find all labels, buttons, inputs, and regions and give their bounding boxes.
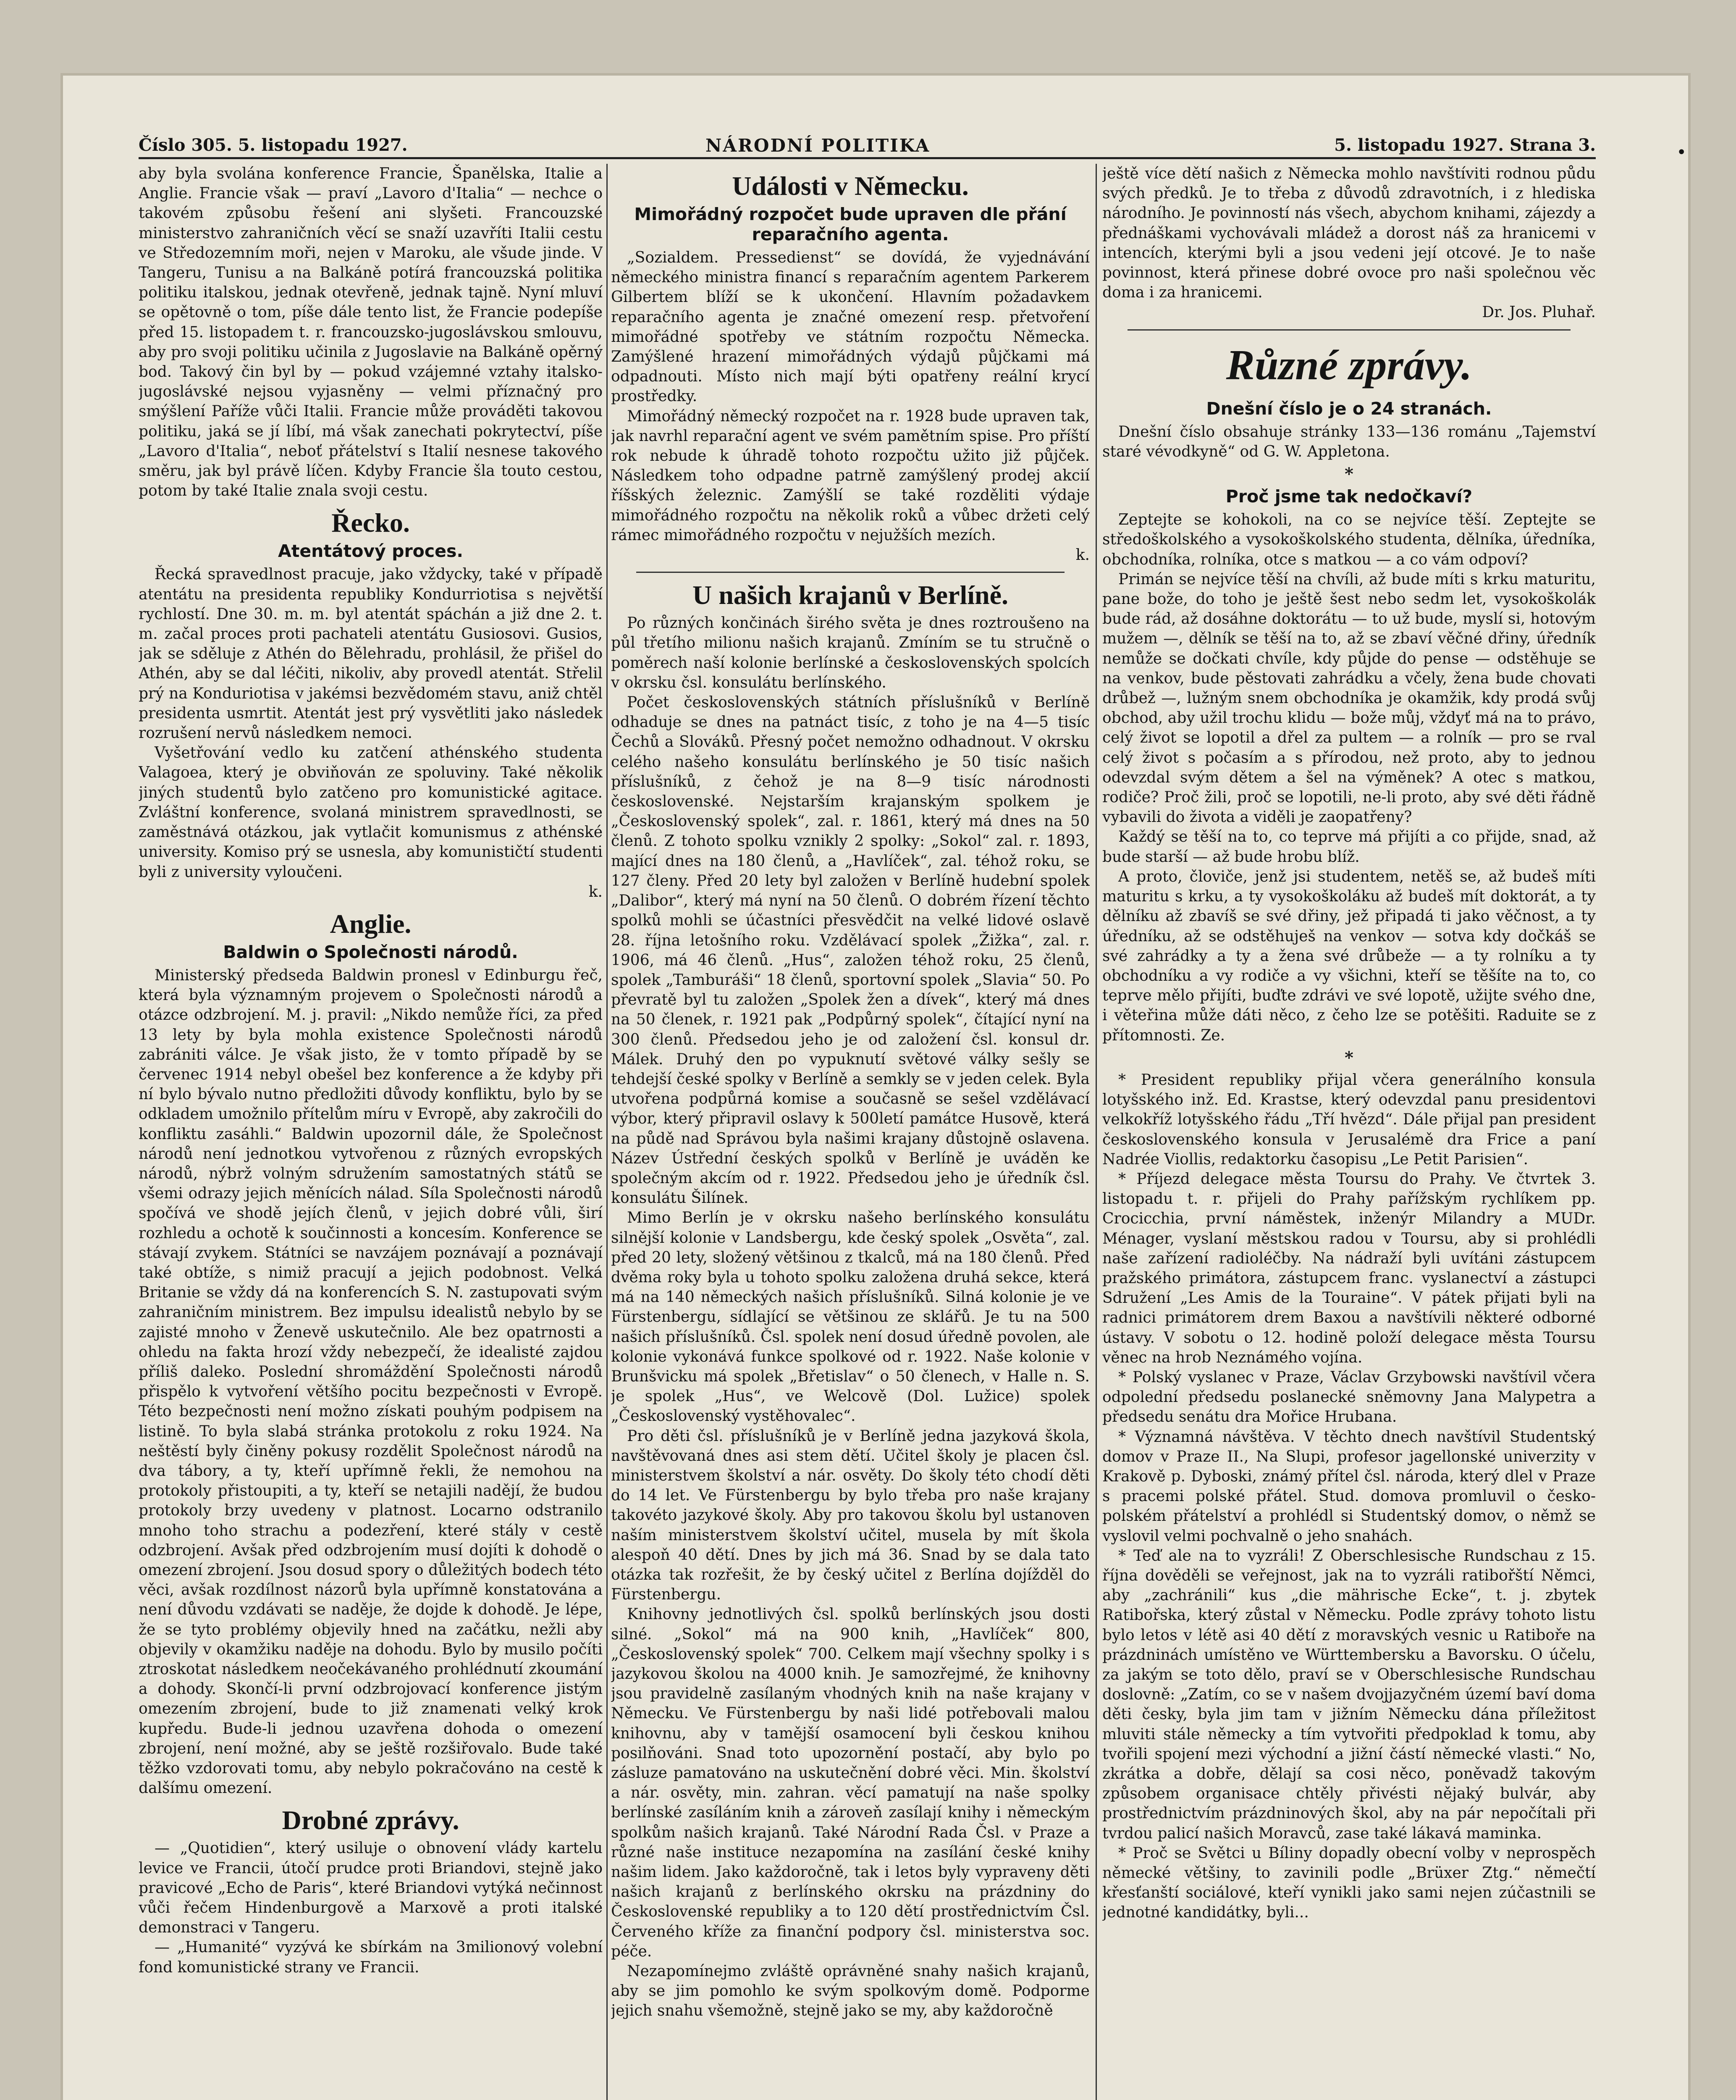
paragraph: Nezapomínejmo zvláště oprávněné snahy našich krajanů, aby se jim pomohlo ke svým spolkovým domě. Podporme jejich snahu všemožně, stejně jako se my, aby každoročně: [611, 1963, 1090, 2020]
section-heading: Drobné zprávy.: [282, 1805, 459, 1835]
paragraph: Dnešní číslo obsahuje stránky 133—136 románu „Tajemství staré vévodkyně“ od G. W. Appletona.: [1102, 423, 1596, 460]
issue-number: Číslo 305. 5. listopadu 1927.: [139, 135, 408, 155]
article-divider: [1128, 329, 1571, 331]
article-headline: Baldwin o Společnosti národů.: [223, 942, 518, 962]
paragraph: — „Humanité“ vyzývá ke sbírkám na 3milionový volební fond komunistické strany ve Francii.: [139, 1939, 603, 1976]
margin-mark-icon: •: [1676, 143, 1686, 162]
paragraph: Mimořádný německý rozpočet na r. 1928 bude upraven tak, jak navrhl reparační agent ve svém pamětním spise. Pro příští rok nebude k úhradě tohoto rozpočtu užito již půjček. Následkem toho odpadne patrně zamýšlený prodej akcií říšských železnic. Zamýšlí se také rozděliti výdaje mimořádného rozpočtu na několik roků a vůbec držeti celý rámec mimořádného rozpočtu v nejužších mezích.: [611, 407, 1090, 544]
date-and-page: 5. listopadu 1927. Strana 3.: [1334, 135, 1596, 155]
column-2: [611, 164, 1090, 2100]
section-heading: Anglie.: [330, 908, 412, 939]
paragraph: Knihovny jednotlivých čsl. spolků berlínských jsou dosti silné. „Sokol“ má na 900 knih, „Havlíček“ 800, „Československý spolek“ 700. Celkem mají všechny spolky i s jazykovou školou na 4000 knih. Je samozřejmé, že knihovny jsou pravidelně zasílaným vhodných knih na naše krajany v Německu. Ve Fürstenbergu by naši lidé potřebovali malou knihovnu, aby v tamější osamocení byli českou knihou posilňováni. Snad toto upozornění postačí, aby bylo po zásluze pamatováno na uskutečnění dobré věci. Min. školství a nár. osvěty, min. zahran. věcí pamatují na naše spolky berlínské zasíláním knih a zároveň zasílají knihy i německým spolkům našich krajanů. Také Národní Rada Čsl. v Praze a různé naše instituce nezapomína na zasílání české knihy našim lidem. Jako každoročně, tak i letos byly vypraveny děti našich krajanů z berlínského okrsku na prázdniny do Československé republiky a to 120 dětí prostřednictvím Čsl. Červeného kříže za finanční podpory čsl. ministerstva soc. péče.: [611, 1606, 1090, 1960]
column-divider: [606, 164, 608, 2100]
article-headline: Proč jsme tak nedočkaví?: [1225, 486, 1473, 507]
column-3: [1102, 164, 1596, 2100]
paragraph: * Příjezd delegace města Toursu do Prahy. Ve čtvrtek 3. listopadu t. r. přijeli do Prahy pařížským rychlíkem pp. Crocicchia, první náměstek, inženýr Milandry a MUDr. Ménager, vyslaní městskou radou v Toursu, aby si prohlédli naše zařízení radioléčby. Na nádraží byli uvítáni zástupcem pražského primátora, zástupcem franc. vyslanectví a zástupci Sdružení „Les Amis de la Touraine“. V pátek přijati byli na radnici primátorem drem Baxou a navštívili některé odborné ústavy. V sobotu o 12. hodině položí delegace města Toursu věnec na hrob Neznámého vojína.: [1102, 1170, 1596, 1366]
newspaper-title: NÁRODNÍ POLITIKA: [705, 135, 931, 156]
author-signature: Dr. Jos. Pluhař.: [1482, 304, 1596, 321]
paragraph: — „Quotidien“, který usiluje o obnovení vlády kartelu levice ve Francii, útočí prudce proti Briandovi, stejně jako pravicové „Echo de Paris“, které Briandovi vytýká nečinnost vůči řečem Hindenburgově a Marxově a proti italské demonstraci v Tangeru.: [139, 1840, 603, 1937]
paragraph: * President republiky přijal včera generálního konsula lotyšského inž. Ed. Krastse, který odevzdal panu presidentovi velkokříž lotyšského řádu „Tří hvězd“. Dále přijal pan president československého konsula v Jerusalémě dra Frice a paní Nadrée Viollis, redaktorku časopisu „Le Petit Parisien“.: [1102, 1071, 1596, 1168]
separator-asterisk: *: [1345, 464, 1353, 484]
article-headline: Dnešní číslo je o 24 stranách.: [1206, 398, 1492, 419]
paragraph: Pro děti čsl. příslušníků je v Berlíně jedna jazyková škola, navštěvovaná dnes asi stem dětí. Učitel školy je placen čsl. ministerstvem školství a nár. osvěty. Do školy této chodí děti do 14 let. Ve Fürstenbergu by bylo třeba pro naše krajany takovéto jazykové školy. Aby pro takovou školu byl ustanoven naším ministerstvem školství učitel, musela by mít škola alespoň 40 dětí. Dnes by jich má 36. Snad by se dala tato otázka tak rozřešit, že by český učitel z Berlína dojížděl do Fürstenbergu.: [611, 1427, 1090, 1604]
article-headline: Atentátový proces.: [278, 541, 463, 562]
paragraph: Ministerský předseda Baldwin pronesl v Edinburgu řeč, která byla významným projevem o Společnosti národů a otázce odzbrojení. M. j. pravil: „Nikdo nemůže říci, za před 13 lety by byla mohla existence Společnosti národů zabrániti válce. Je však jisto, že v tomto případě by se červenec 1914 nebyl obešel bez konference a že kdyby při ní bylo bývalo nutno předložiti důvody konfliktu, bylo by se odkladem umožnilo přítelům míru v Evropě, aby zakročili do konfliktu zasáhli.“ Baldwin upozornil dále, že Společnost národů není jednotkou vytvořenou z různých evropských národů, nýbrž volným sdružením samostatných států se všemi odrazy jejich měnících nálad. Síla Společnosti národů spočívá ve shodě jejích členů, v jejich dobré vůli, širí rozhledu a ochotě k součinnosti a koncesím. Konference se stávají zvykem. Státníci se navzájem poznávají a poznávají také obtíže, s nimiž pracují a jejich podobnost. Velká Britanie se vždy dá na konferencích S. N. zastupovati svým zahraničním ministrem. Bez impulsu idealistů nebylo by se zajisté mnoho v Ženevě uskutečnilo. Ale bez opatrnosti a ohledu na fakta hrozí vždy nebezpečí, že idealisté zajdou příliš daleko. Poslední shromáždění Společnosti národů přispělo k vytvoření většího pocitu bezpečnosti v Evropě. Této bezpečnosti není možno získati pouhým podpisem na listině. To byla slabá stránka protokolu z roku 1924. Na neštěstí byly činěny pokusy rozdělit Společnost národů na dva tábory, a ty, kteří upřímně řekli, že nemohou na protokoly přistoupiti, a ty, kteří se netajili nadějí, že budou protokoly brzy uvedeny v platnost. Locarno odstranilo mnoho toho strachu a podezření, které stály v cestě odzbrojení. Avšak před odzbrojením musí dojíti k dohodě o omezení zbrojení. Jsou dosud spory o důležitých bodech této věci, avšak rozdílnost názorů byla upřímně konstatována a není důvodu vzdávati se naděje, že dojde k dohodě. Je lépe, že se tyto problémy objevily hned na začátku, nežli aby objevily v okamžiku naděje na dohodu. Bylo by musilo počíti ztroskotat následkem neočekávaného prohlédnutí zkoumání a dohody. Skončí-li první odzbrojovací konference jistým omezením zbrojení, bude to již znamenati velký krok kupředu. Bude-li jednou uzavřena dohoda o omezení zbrojení, není možné, aby se ještě rozšiřovalo. Bude také těžko vzdorovati tomu, aby nebylo pokračováno na cestě k dalšímu omezení.: [139, 966, 603, 1797]
section-heading: U našich krajanů v Berlíně.: [692, 580, 1009, 610]
paragraph: * Teď ale na to vyzráli! Z Oberschlesische Rundschau z 15. října dověděli se veřejnost, jak na to vyzráli ratibořští Němci, aby „zachránili“ kus „die mährische Ecke“, t. j. zbytek Ratibořska, který zůstal v Německu. Podle zprávy tohoto listu bylo letos v létě asi 40 dětí z moravských vesnic u Ratiboře na prázdninách umístěno ve Württembersku a Bavorsku. O účelu, za jakým se toto dělo, praví se v Oberschlesische Rundschau doslovně: „Zatím, co se v našem dvojjazyčném území baví doma děti česky, byla jim tam v jižním Německu dána příležitost mluviti stále německy a tím vytvořiti předpoklad k tomu, aby tvořili spojení mezi východní a jižní částí německé vlasti.“ No, zkrátka a dobře, dělají sa cosi něco, poněvadž takovým způsobem organisace chtěly přivésti nějaký bulvár, aby prostřednictvím prázdninových škol, aby na pár nepočítali při tvrdou palicí našich Moravců, zase také lákavá maminka.: [1102, 1547, 1596, 1842]
author-signature: k.: [588, 883, 603, 900]
paragraph: Primán se nejvíce těší na chvíli, až bude míti s krku maturitu, pane bože, do toho je ještě šest nebo sedm let, vysokoškolák bude rád, až dosáhne doktorátu — to už bude, myslí si, hotovým mužem —, dělník se těší na to, až se zbaví věčné dřiny, úředník nemůže se dočkati chvíle, kdy půjde do pense — odstěhuje se na venkov, bude pěstovati zahrádku a včely, žena bude chovati drůbež —, lužným snem obchodníka je okamžik, kdy prodá svůj obchod, aby užil trochu klidu — bože můj, vždyť má na to právo, celý život se lopotil a dřel za pultem — a rolník — pro se rval celý život s počasím a s přírodou, než proto, aby to jednou odevzdal svým dětem a šel na výměnek? A otec s matkou, rodiče? Proč žili, proč se lopotili, ne-li proto, aby své děti řádně vybavili do života a viděli je zaopatřeny?: [1102, 570, 1596, 826]
page-header: [139, 134, 1596, 159]
paragraph: aby byla svolána konference Francie, Španělska, Italie a Anglie. Francie však — praví „Lavoro d'Italia“ — nechce o takovém způsobu řešení ani slyšeti. Francouzské ministerstvo zahraničních věcí se snaží uzavříti Italii cestu ve Středozemním moři, nejen v Maroku, ale všude jinde. V Tangeru, Tunisu a na Balkáně potírá francouzská politika politiku italskou, jednak otevřeně, jednak tajně. Nyní mluví se opětovně o tom, píše dále tento list, že Francie podepíše před 15. listopadem t. r. francouzsko-jugoslávskou smlouvu, aby pro svoji politiku učinila z Jugoslavie na Balkáně opěrný bod. Takový čin byl by — pokud vzájemné vztahy italsko-jugoslávské nejsou vyjasněny — velmi příznačný pro smýšlení Paříže vůči Italii. Francie může prováděti takovou politiku, jaká se jí líbí, má však zanechati pokrytectví, píše „Lavoro d'Italia“, neboť přátelství s Italií nesnese takového směru, jak byl právě líčen. Kdyby Francie šla touto cestou, potom by také Italie znala svoji cestu.: [139, 165, 603, 500]
paragraph: ještě více dětí našich z Německa mohlo navštíviti rodnou půdu svých předků. Je to třeba z důvodů zdravotních, i z hlediska národního. Je povinností nás všech, abychom knihami, zájezdy a přednáškami vychovávali mládež a dorost náš za hranicemi v intencích, kterými byli a jsou vedeni její otcové. Je to naše povinnost, která přinese dobré ovoce pro naši společnou věc doma i za hranicemi.: [1102, 165, 1596, 302]
column-divider: [1096, 164, 1097, 2100]
column-1: [139, 164, 603, 2100]
separator-asterisk: *: [1345, 1047, 1353, 1068]
section-heading: Události v Německu.: [732, 171, 969, 201]
paragraph: Každý se těší na to, co teprve má přijíti a co přijde, snad, až bude starší — až bude hrobu blíž.: [1102, 828, 1596, 866]
paragraph: A proto, človiče, jenž jsi studentem, netěš se, až budeš míti maturitu s krku, a ty vysokoškoláku až budeš mít doktorát, a ty dělníku až zbavíš se své dřiny, jež připadá ti jako věčnost, a ty úředníku, až se odstěhuješ na venkov — sotva kdy dočkáš se své zahrádky a ty a žena své drůbeže — a ty rolníku a ty obchodníku a vy rodiče a vy všichni, kteří se těšíte na to, co teprve mělo přijíti, buďte zdrávi ve své lopotě, užijte svého dne, i věteřina může dáti něco, z čeho lze se potěšiti. Raduite se z přítomnosti. Ze.: [1102, 868, 1596, 1044]
article-divider: [636, 572, 1065, 573]
paragraph: Počet československých státních příslušníků v Berlíně odhaduje se dnes na patnáct tisíc, z toho je na 4—5 tisíc Čechů a Slováků. Přesný počet nemožno odhadnout. V okrsku celého našeho konsulátu berlínského je 50 tisíc našich příslušníků, z čehož je na 8—9 tisíc národnosti československé. Nejstarším krajanským spolkem je „Československý spolek“, zal. r. 1861, který má dnes na 50 členů. Z tohoto spolku vznikly 2 spolky: „Sokol“ zal. r. 1893, mající dnes na 180 členů, a „Havlíček“, zal. téhož roku, se 127 členy. Před 20 lety byl založen v Berlíně hudební spolek „Dalibor“, který má nyní na 50 členů. O dobrém řízení těchto spolků mohli se účastníci přesvědčit na velké lidové oslavě 28. října letošního roku. Vzdělávací spolek „Žižka“, zal. r. 1906, má 46 členů. „Hus“, založen téhož roku, 25 členů, spolek „Tamburáši“ 18 členů, sportovní spolek „Slavia“ 50. Po převratě byl tu založen „Spolek žen a dívek“, který má dnes na 50 členek, r. 1921 pak „Podpůrný spolek“, čítající nyní na 300 členů. Předsedou jeho je od založení čsl. konsul dr. Málek. Druhý den po vypuknutí světové války sešly se tehdejší české spolky v Berlíně a semkly se v jeden celek. Byla utvořena podpůrná komise a současně se sešel vzdělávací výbor, který připravil oslavy k 500letí památce Husově, která na půdě nad Správou byla našimi krajany důstojně oslavena. Název Ústřední českých spolků v Berlíně je uváděn ke společným akcím od r. 1922. Předsedou jeho je úředník čsl. konsulátu Šilínek.: [611, 694, 1090, 1207]
author-signature: k.: [1075, 546, 1090, 564]
paragraph: Vyšetřování vedlo ku zatčení athénského studenta Valagoea, který je obviňován ze spoluviny. Také několik jiných studentů bylo zatčeno pro komunistické agitace. Zvláštní konference, svolaná ministrem spravedlnosti, se zaměstnává otázkou, jak vytlačit komunismus z athénské university. Komiso prý se usnesla, aby komunističtí studenti byli z university vyloučeni.: [139, 744, 603, 881]
paragraph: * Významná návštěva. V těchto dnech navštívil Studentský domov v Praze II., Na Slupi, profesor jagellonské univerzity v Krakově p. Dyboski, známý přítel čsl. národa, který dlel v Praze s pracemi polské přátel. Stud. domova promluvil o česko-polském přátelství a prohlédl si Studentský domov, o němž se vyslovil velmi pochvalně o jeho snahách.: [1102, 1428, 1596, 1545]
section-heading: Různé zprávy.: [1226, 341, 1472, 389]
paragraph: * Polský vyslanec v Praze, Václav Grzybowski navštívil včera odpolední předsedu poslanecké sněmovny Jana Malypetra a předsedu senátu dra Mořice Hrubana.: [1102, 1368, 1596, 1426]
paragraph: Řecká spravedlnost pracuje, jako vždycky, také v případě atentátu na presidenta republiky Kondurriotisa s největší rychlostí. Dne 30. m. m. byl atentát spáchán a již dne 2. t. m. začal proces proti pachateli atentátu Gusiosovi. Gusios, jak se sděluje z Athén do Bělehradu, prohlásil, že přišel do Athén, aby se dal léčiti, nikoliv, aby provedl atentát. Střelil prý na Konduriotisa v jakémsi bezvědomém stavu, aniž chtěl presidenta usmrtit. Atentát jest prý vysvětliti jako následek rozrušení nervů následkem nemoci.: [139, 566, 603, 742]
paragraph: * Proč se Světci u Bíliny dopadly obecní volby v neprospěch německé většiny, to zavinili podle „Brüxer Ztg.“ němečtí křesťanští sociálové, kteří vynikli jako sami nejen zúčastnili se jednotné kandidátky, byli...: [1102, 1844, 1596, 1922]
paragraph: Zeptejte se kohokoli, na co se nejvíce těší. Zeptejte se středoškolského a vysokoškolského studenta, dělníka, úředníka, obchodníka, rolníka, otce s matkou — a co vám odpoví?: [1102, 511, 1596, 568]
paragraph: Po různých končinách širého světa je dnes roztroušeno na půl třetího milionu našich krajanů. Zmíním se tu stručně o poměrech naší kolonie berlínské a československých spolcích v okrsku čsl. konsulátu berlínského.: [611, 614, 1090, 691]
article-headline: Mimořádný rozpočet bude upraven dle přání reparačního agenta.: [634, 204, 1067, 244]
paragraph: Mimo Berlín je v okrsku našeho berlínského konsulátu silnější kolonie v Landsbergu, kde český spolek „Osvěta“, zal. před 20 lety, složený většinou z tkalců, má na 180 členů. Před dvěma roky byla u tohoto spolku založena druhá sekce, která má na 140 německých našich příslušníků. Silná kolonie je ve Fürstenbergu, sídlající se většinou ze sklářů. Je tu na 500 našich příslušníků. Čsl. spolek není dosud úředně povolen, ale kolonie vykonává funkce spolkové od r. 1922. Naše kolonie v Brunšvicku má spolek „Břetislav“ o 50 členech, v Halle n. S. je spolek „Hus“, ve Welcově (Dol. Lužice) spolek „Československý vystěhovalec“.: [611, 1209, 1090, 1425]
paragraph: „Sozialdem. Pressedienst“ se dovídá, že vyjednávání německého ministra financí s reparačním agentem Parkerem Gilbertem blíží se k ukončení. Hlavním požadavkem reparačního agenta je značné omezení resp. přetvoření mimořádné spotřeby ve státním rozpočtu Německa. Zamýšlené hrazení mimořádných výdajů půjčkami má odpadnouti. Místo nich mají býti opatřeny reální krycí prostředky.: [611, 249, 1090, 405]
section-heading: Řecko.: [331, 508, 410, 538]
